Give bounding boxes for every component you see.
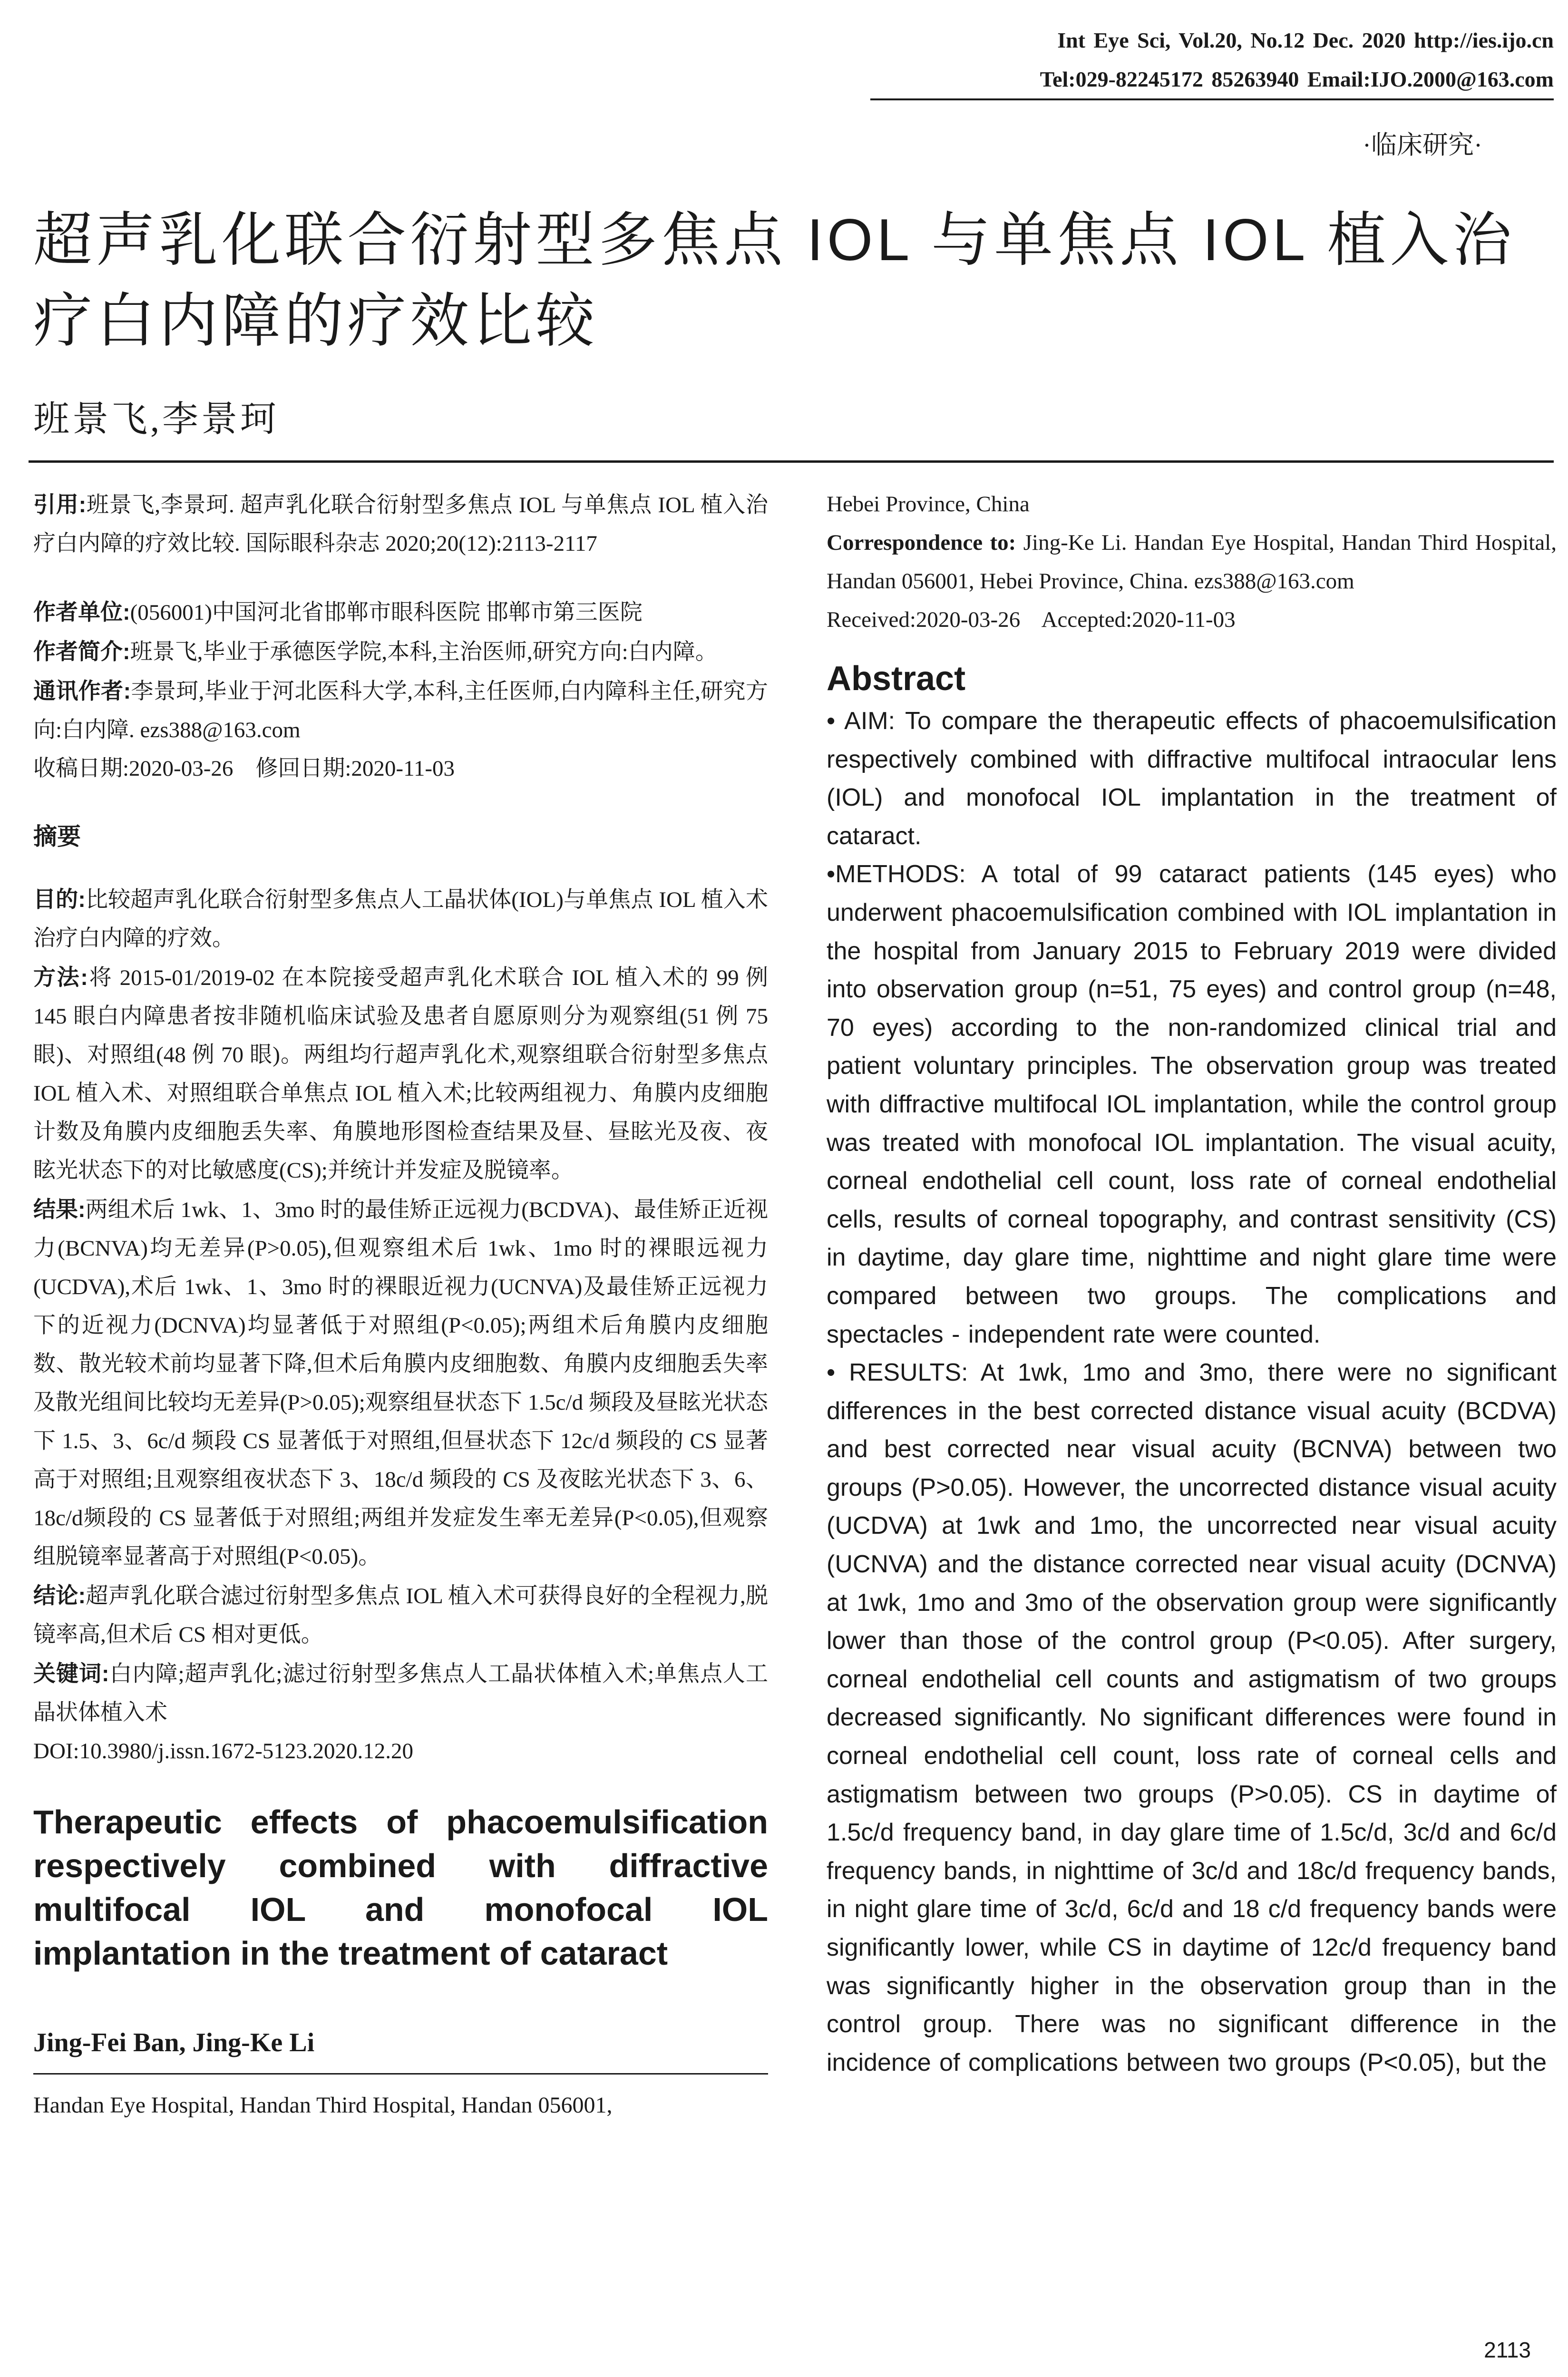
abstract-aim-cn [33,880,768,958]
methods-text: 将 2015-01/2019-02 在本院接受超声乳化术联合 IOL 植入术的 99 例 145 眼白内障患者按非随机临床试验及患者自愿原则分为观察组(51 例 75 眼)、对照组(48 例 70 眼)。两组均行超声乳化术,观察组联合衍射型多焦点 IOL 植入术、对照组联合单焦点 IOL 植入术;比较两组视力、角膜内皮细胞计数及角膜内皮细胞丢失率、角膜地形图检查结果及昼、昼眩光及夜、夜眩光状态下的对比敏感度(CS);并统计并发症及脱镜率。 [33,965,768,1183]
corresponding-author-cn [33,672,768,750]
doi: DOI:10.3980/j.issn.1672-5123.2020.12.20 [33,1739,413,1763]
correspondence-text: Jing-Ke Li. Handan Eye Hospital, Handan Third Hospital, Handan 056001, Hebei Province, China. ezs388@163.com [827,530,1557,594]
results-body: At 1wk, 1mo and 3mo, there were no significant differences in the best corrected distance visual acuity (BCDVA) and best corrected near visual acuity (BCNVA) between two groups (P>0.05). However, the uncorrected distance visual acuity (UCDVA) at 1wk and 1mo, the uncorrected near visual acuity (UCNVA) and the distance corrected near visual acuity (DCNVA) at 1wk, 1mo and 3mo of the observation group were significantly lower than those of the control group (P<0.05). After surgery, corneal endothelial cell counts and astigmatism of two groups decreased significantly. No significant differences were found in corneal endothelial cell count, loss rate of corneal cells and astigmatism between two groups (P>0.05). CS in daytime of 1.5c/d frequency band, in day glare time of 1.5c/d, 3c/d and 6c/d frequency bands, in nighttime of 3c/d and 18c/d frequency bands, in night glare time of 3c/d, 6c/d and 18 c/d frequency bands were significantly lower, while CS in daytime of 12c/d frequency band was significantly higher in the observation group than in the control group. There was no significant difference in the incidence of complications between two groups (P<0.05), but the [827,1359,1557,2076]
conclusion-text: 超声乳化联合滤过衍射型多焦点 IOL 植入术可获得良好的全程视力,脱镜率高,但术后 CS 相对更低。 [33,1584,768,1647]
page-number: 2113 [1484,2338,1531,2362]
aim-bullet-label: • AIM: [827,707,896,735]
correspondence-label: Correspondence to: [827,530,1016,555]
abstract-methods-cn [33,958,768,1190]
english-authors: Jing-Fei Ban, Jing-Ke Li [33,2028,315,2057]
citation-text: 班景飞,李景珂. 超声乳化联合衍射型多焦点 IOL 与单焦点 IOL 植入治疗白内障的疗效比较. 国际眼科杂志 2020;20(12):2113-2117 [33,493,768,556]
abstract-results-cn [33,1190,768,1576]
correspondence [827,524,1557,601]
corresponding-author-text: 李景珂,毕业于河北医科大学,本科,主任医师,白内障科主任,研究方向:白内障. ezs388@163.com [33,679,769,742]
aim-text: 比较超声乳化联合衍射型多焦点人工晶状体(IOL)与单焦点 IOL 植入术治疗白内障的疗效。 [33,887,768,951]
author-bio-label: 作者简介: [33,639,130,664]
journal-info-line: Int Eye Sci, Vol.20, No.12 Dec. 2020 http://ies.ijo.cn [1057,28,1554,52]
left-column [33,485,768,2124]
abstract-results [827,1354,1557,2082]
abstract-aim [827,702,1557,855]
title-divider [29,460,1554,463]
abstract-methods [827,855,1557,1354]
author-bio-text: 班景飞,毕业于承德医学院,本科,主治医师,研究方向:白内障。 [130,640,718,664]
keywords-cn [33,1654,768,1732]
citation [33,485,768,563]
abstract-conclusion-cn [33,1576,768,1654]
header-divider [870,98,1554,100]
english-affiliation: Handan Eye Hospital, Handan Third Hospital, Handan 056001, [33,2093,613,2118]
methods-bullet-label: •METHODS: [827,860,966,888]
keywords-text: 白内障;超声乳化;滤过衍射型多焦点人工晶状体植入术;单焦点人工晶状体植入术 [33,1662,768,1725]
affiliation-divider [33,2073,768,2075]
journal-contact-line: Tel:029-82245172 85263940 Email:IJO.2000@163.com [1040,67,1554,91]
keywords-label: 关键词: [33,1661,109,1686]
author-bio [33,632,768,672]
right-column [827,485,1557,2082]
citation-label: 引用: [33,492,87,517]
authors-cn: 班景飞,李景珂 [33,399,279,439]
received-accepted-dates: Received:2020-03-26 Accepted:2020-11-03 [827,607,1236,632]
results-bullet-label: • RESULTS: [827,1359,968,1387]
methods-body: A total of 99 cataract patients (145 eyes) who underwent phacoemulsification combined with IOL implantation in the hospital from January 2015 to February 2019 were divided into observation group (n=51, 75 eyes) and control group (n=48, 70 eyes) according to the non-randomized clinical trial and patient voluntary principles. The observation group was treated with diffractive multifocal IOL implantation, while the control group was treated with monofocal IOL implantation. The visual acuity, corneal endothelial cell count, loss rate of corneal endothelial cells, results of corneal topography, and contrast sensitivity (CS) in daytime, day glare time, nighttime and night glare time were compared between two groups. The complications and spectacles - independent rate were counted. [827,860,1557,1348]
corresponding-author-label: 通讯作者: [33,678,131,703]
results-text: 两组术后 1wk、1、3mo 时的最佳矫正远视力(BCDVA)、最佳矫正近视力(BCNVA)均无差异(P>0.05),但观察组术后 1wk、1mo 时的裸眼远视力(UCDVA),术后 1wk、1、3mo 时的裸眼近视力(UCNVA)及最佳矫正远视力下的近视力(DCNVA)均显著低于对照组(P<0.05);两组术后角膜内皮细胞数、散光较术前均显著下降,但术后角膜内皮细胞数、角膜内皮细胞丢失率及散光组间比较均无差异(P>0.05);观察组昼状态下 1.5c/d 频段及昼眩光状态下 1.5、3、6c/d 频段 CS 显著低于对照组,但昼状态下 12c/d 频段的 CS 显著高于对照组;且观察组夜状态下 3、18c/d 频段的 CS 及夜眩光状态下 3、6、18c/d频段的 CS 显著低于对照组;两组并发症发生率无差异(P<0.05),但观察组脱镜率显著高于对照组(P<0.05)。 [33,1198,769,1569]
section-label: ·临床研究· [1363,131,1482,159]
abstract-heading: Abstract [827,660,966,698]
conclusion-label: 结论: [33,1583,86,1608]
abstract-heading-cn: 摘要 [33,823,81,850]
affiliation-label: 作者单位: [33,599,130,624]
received-dates-cn: 收稿日期:2020-03-26 修回日期:2020-11-03 [33,756,455,781]
aim-body: To compare the therapeutic effects of phacoemulsification respectively combined with diffractive multifocal intraocular lens (IOL) and monofocal IOL implantation in the treatment of cataract. [827,707,1557,850]
affiliation-cn [33,593,768,632]
article-title: 超声乳化联合衍射型多焦点 IOL 与单焦点 IOL 植入治疗白内障的疗效比较 [33,207,1516,354]
results-label: 结果: [33,1197,86,1222]
aim-label: 目的: [33,887,86,912]
affiliation-text: (056001)中国河北省邯郸市眼科医院 邯郸市第三医院 [130,600,643,625]
english-title: Therapeutic effects of phacoemulsification respectively combined with diffractive multifocal IOL and monofocal IOL implantation in the treatment of cataract [33,1803,768,1972]
methods-label: 方法: [33,964,88,990]
english-affiliation-continued: Hebei Province, China [827,492,1030,516]
